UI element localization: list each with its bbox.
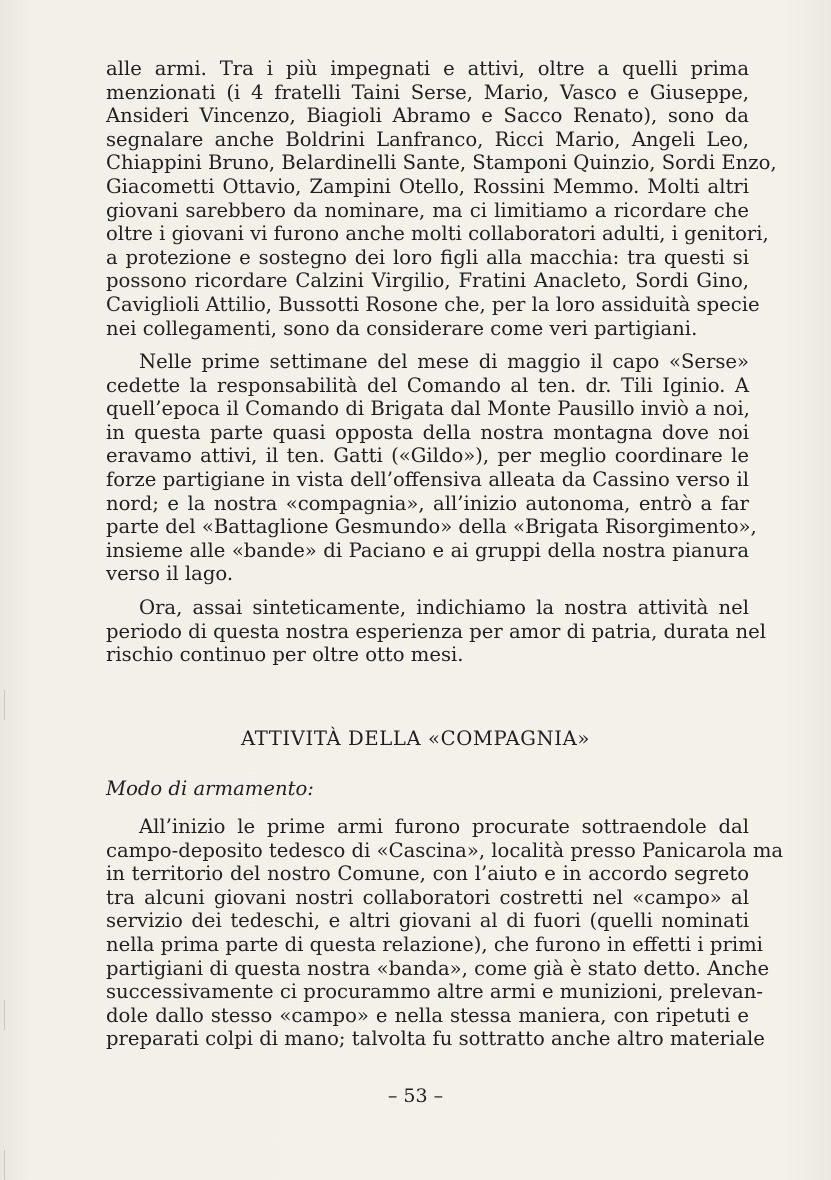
text-line: nella prima parte di questa relazione), che furono in effetti i primi bbox=[106, 932, 763, 956]
text-line: in territorio del nostro Comune, con l’aiuto e in accordo segreto bbox=[106, 862, 749, 886]
paragraph-3 bbox=[106, 596, 767, 667]
text-line: Ora, assai sinteticamente, indichiamo la nostra attività nel bbox=[139, 596, 749, 619]
text-line: tra alcuni giovani nostri collaboratori costretti nel «campo» al bbox=[106, 885, 749, 909]
text-line: preparati colpi di mano; talvolta fu sottratto anche altro materiale bbox=[106, 1027, 765, 1051]
text-line: giovani sarebbero da nominare, ma ci limitiamo a ricordare che bbox=[106, 198, 749, 222]
text-line: quell’epoca il Comando di Brigata dal Monte Pausillo inviò a noi, bbox=[106, 397, 750, 421]
text-line: campo-deposito tedesco di «Cascina», località presso Panicarola ma bbox=[106, 838, 784, 862]
text-line: eravamo attivi, il ten. Gatti («Gildo»), per meglio coordinare le bbox=[106, 444, 749, 468]
text-line: verso il lago. bbox=[106, 562, 234, 586]
text-line: nei collegamenti, sono da considerare come veri partigiani. bbox=[106, 316, 698, 340]
text-line: periodo di questa nostra esperienza per amor di patria, durata nel bbox=[106, 619, 767, 643]
text-line: All’inizio le prime armi furono procurate sottraendole dal bbox=[139, 815, 749, 838]
text-line: dole dallo stesso «campo» e nella stessa maniera, con ripetuti e bbox=[106, 1003, 749, 1027]
section-heading: ATTIVITÀ DELLA «COMPAGNIA» bbox=[241, 727, 590, 750]
text-line: Ansideri Vincenzo, Biagioli Abramo e Sacco Renato), sono da bbox=[106, 104, 749, 128]
text-line: forze partigiane in vista dell’offensiva alleata da Cassino verso il bbox=[106, 467, 749, 491]
text-line: parte del «Battaglione Gesmundo» della «Brigata Risorgimento», bbox=[106, 515, 757, 539]
text-line: a protezione e sostegno dei loro figli alla macchia: tra questi si bbox=[106, 245, 749, 269]
text-line: Giacometti Ottavio, Zampini Otello, Rossini Memmo. Molti altri bbox=[106, 174, 749, 198]
text-line: Caviglioli Attilio, Bussotti Rosone che, per la loro assiduità specie bbox=[106, 292, 760, 316]
page-edge-mark bbox=[4, 1150, 11, 1180]
paragraph-2 bbox=[106, 350, 757, 586]
text-line: servizio dei tedeschi, e altri giovani al di fuori (quelli nominati bbox=[106, 909, 749, 933]
text-line: partigiani di questa nostra «banda», come già è stato detto. Anche bbox=[106, 956, 770, 980]
text-line: rischio continuo per oltre otto mesi. bbox=[106, 643, 464, 667]
text-line: menzionati (i 4 fratelli Taini Serse, Mario, Vasco e Giuseppe, bbox=[106, 80, 749, 104]
text-line: segnalare anche Boldrini Lanfranco, Ricci Mario, Angeli Leo, bbox=[106, 127, 749, 151]
text-line: nord; e la nostra «compagnia», all’inizio autonoma, entrò a far bbox=[106, 491, 749, 515]
paragraph-4 bbox=[106, 815, 784, 1051]
page-number: – 53 – bbox=[387, 1085, 444, 1107]
page-edge-mark bbox=[4, 690, 11, 720]
text-line: successivamente ci procurammo altre armi e munizioni, prelevan- bbox=[106, 980, 763, 1004]
text-line: Chiappini Bruno, Belardinelli Sante, Stamponi Quinzio, Sordi Enzo, bbox=[106, 151, 777, 175]
text-line: cedette la responsabilità del Comando al ten. dr. Tili Iginio. A bbox=[106, 373, 749, 397]
text-line: in questa parte quasi opposta della nostra montagna dove noi bbox=[106, 420, 749, 444]
text-line: possono ricordare Calzini Virgilio, Fratini Anacleto, Sordi Gino, bbox=[106, 269, 749, 293]
text-line: Nelle prime settimane del mese di maggio il capo «Serse» bbox=[139, 350, 749, 373]
text-line: alle armi. Tra i più impegnati e attivi, oltre a quelli prima bbox=[106, 57, 749, 80]
paragraph-1 bbox=[106, 57, 777, 340]
page-edge-mark bbox=[4, 1000, 11, 1030]
section-subheading: Modo di armamento: bbox=[106, 777, 314, 800]
text-line: insieme alle «bande» di Paciano e ai gruppi della nostra pianura bbox=[106, 538, 749, 562]
text-line: oltre i giovani vi furono anche molti collaboratori adulti, i genitori, bbox=[106, 222, 769, 246]
